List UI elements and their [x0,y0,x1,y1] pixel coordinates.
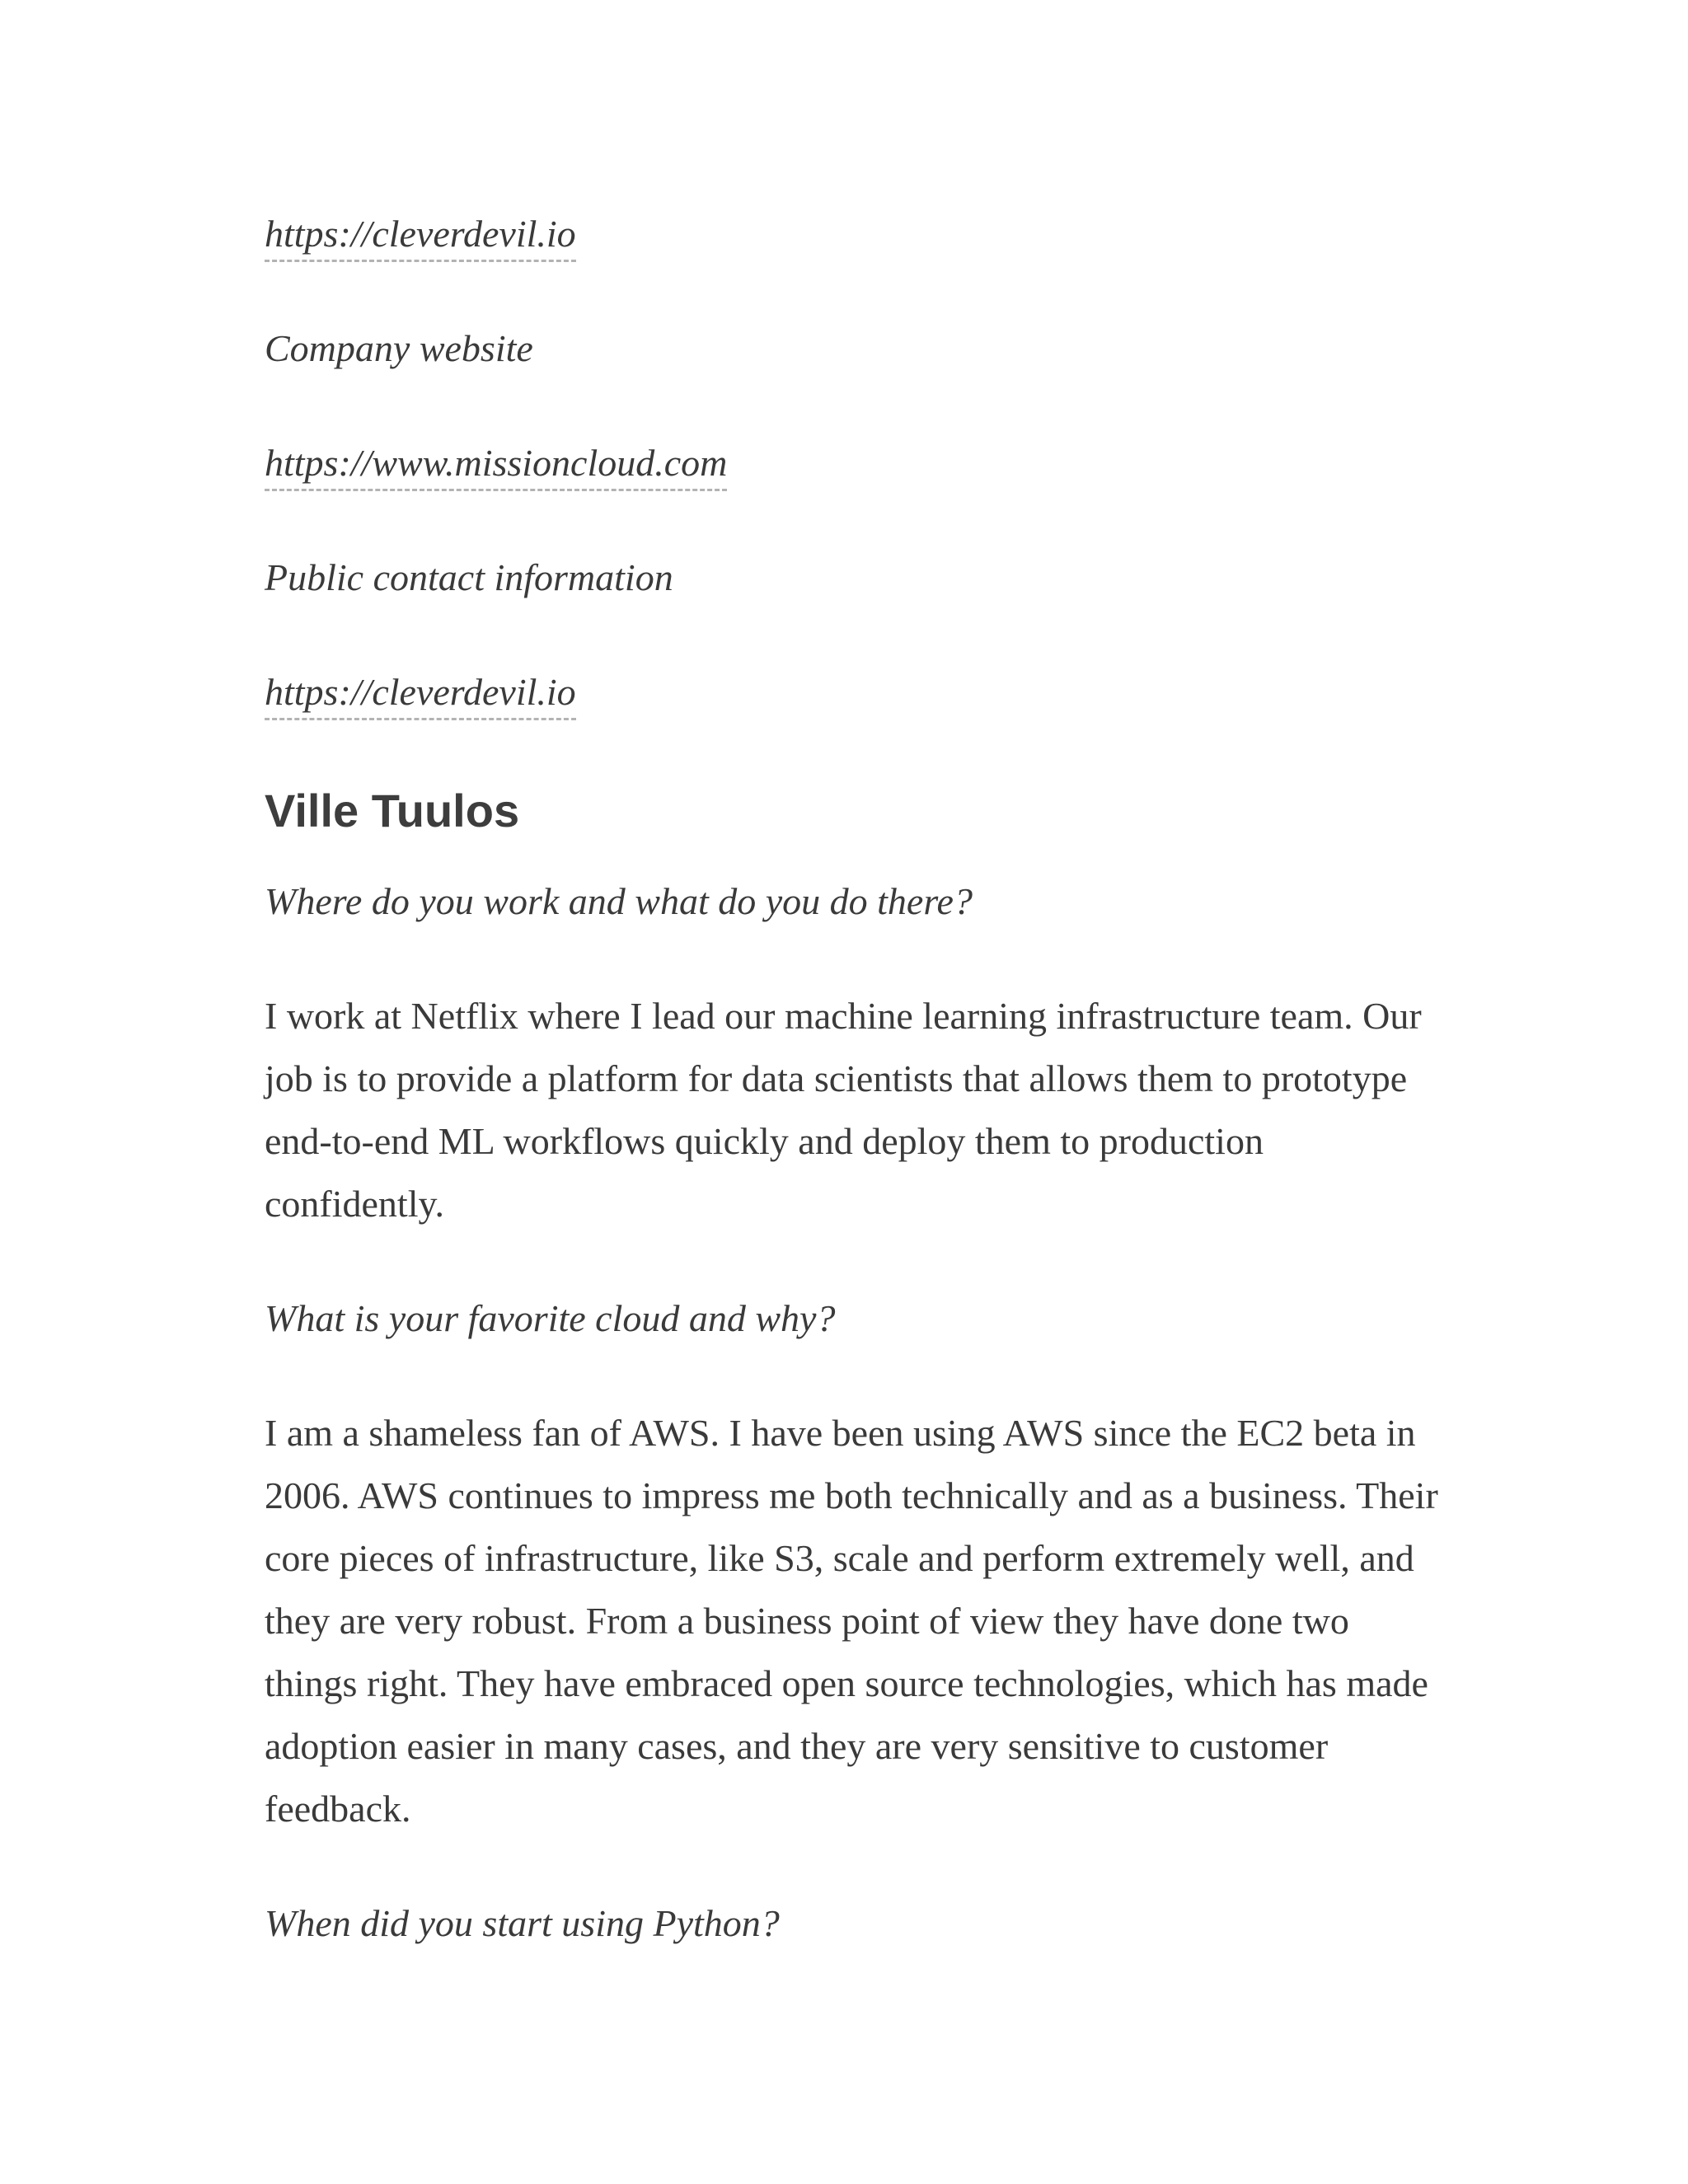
public-contact-line [265,661,1441,724]
public-contact-label: Public contact information [265,556,673,598]
question-favorite-cloud: What is your favorite cloud and why? [265,1297,836,1339]
question-start-using-python: When did you start using Python? [265,1902,780,1944]
public-contact-link[interactable]: https://cleverdevil.io [265,671,576,720]
company-website-line [265,432,1441,494]
company-website-link[interactable]: https://www.missioncloud.com [265,442,727,491]
personal-website-link[interactable]: https://cleverdevil.io [265,213,576,262]
answer-where-do-you-work: I work at Netflix where I lead our machine learning infrastructure team. Our job is to provide a platform for data scientists that allows them to prototype end-to-end ML workflows quickly and deploy them to production confidently. [265,995,1422,1225]
question-where-do-you-work: Where do you work and what do you do there? [265,880,973,922]
interviewee-name-heading: Ville Tuulos [265,785,520,837]
company-website-label: Company website [265,327,533,369]
answer-favorite-cloud: I am a shameless fan of AWS. I have been using AWS since the EC2 beta in 2006. AWS continues to impress me both technically and as a business. Their core pieces of infrastructure, like S3, scale and perform extremely well, and they are very robust. From a business point of view they have done two things right. They have embraced open source technologies, which has made adoption easier in many cases, and they are very sensitive to customer feedback. [265,1412,1438,1830]
personal-website-line [265,203,1441,265]
